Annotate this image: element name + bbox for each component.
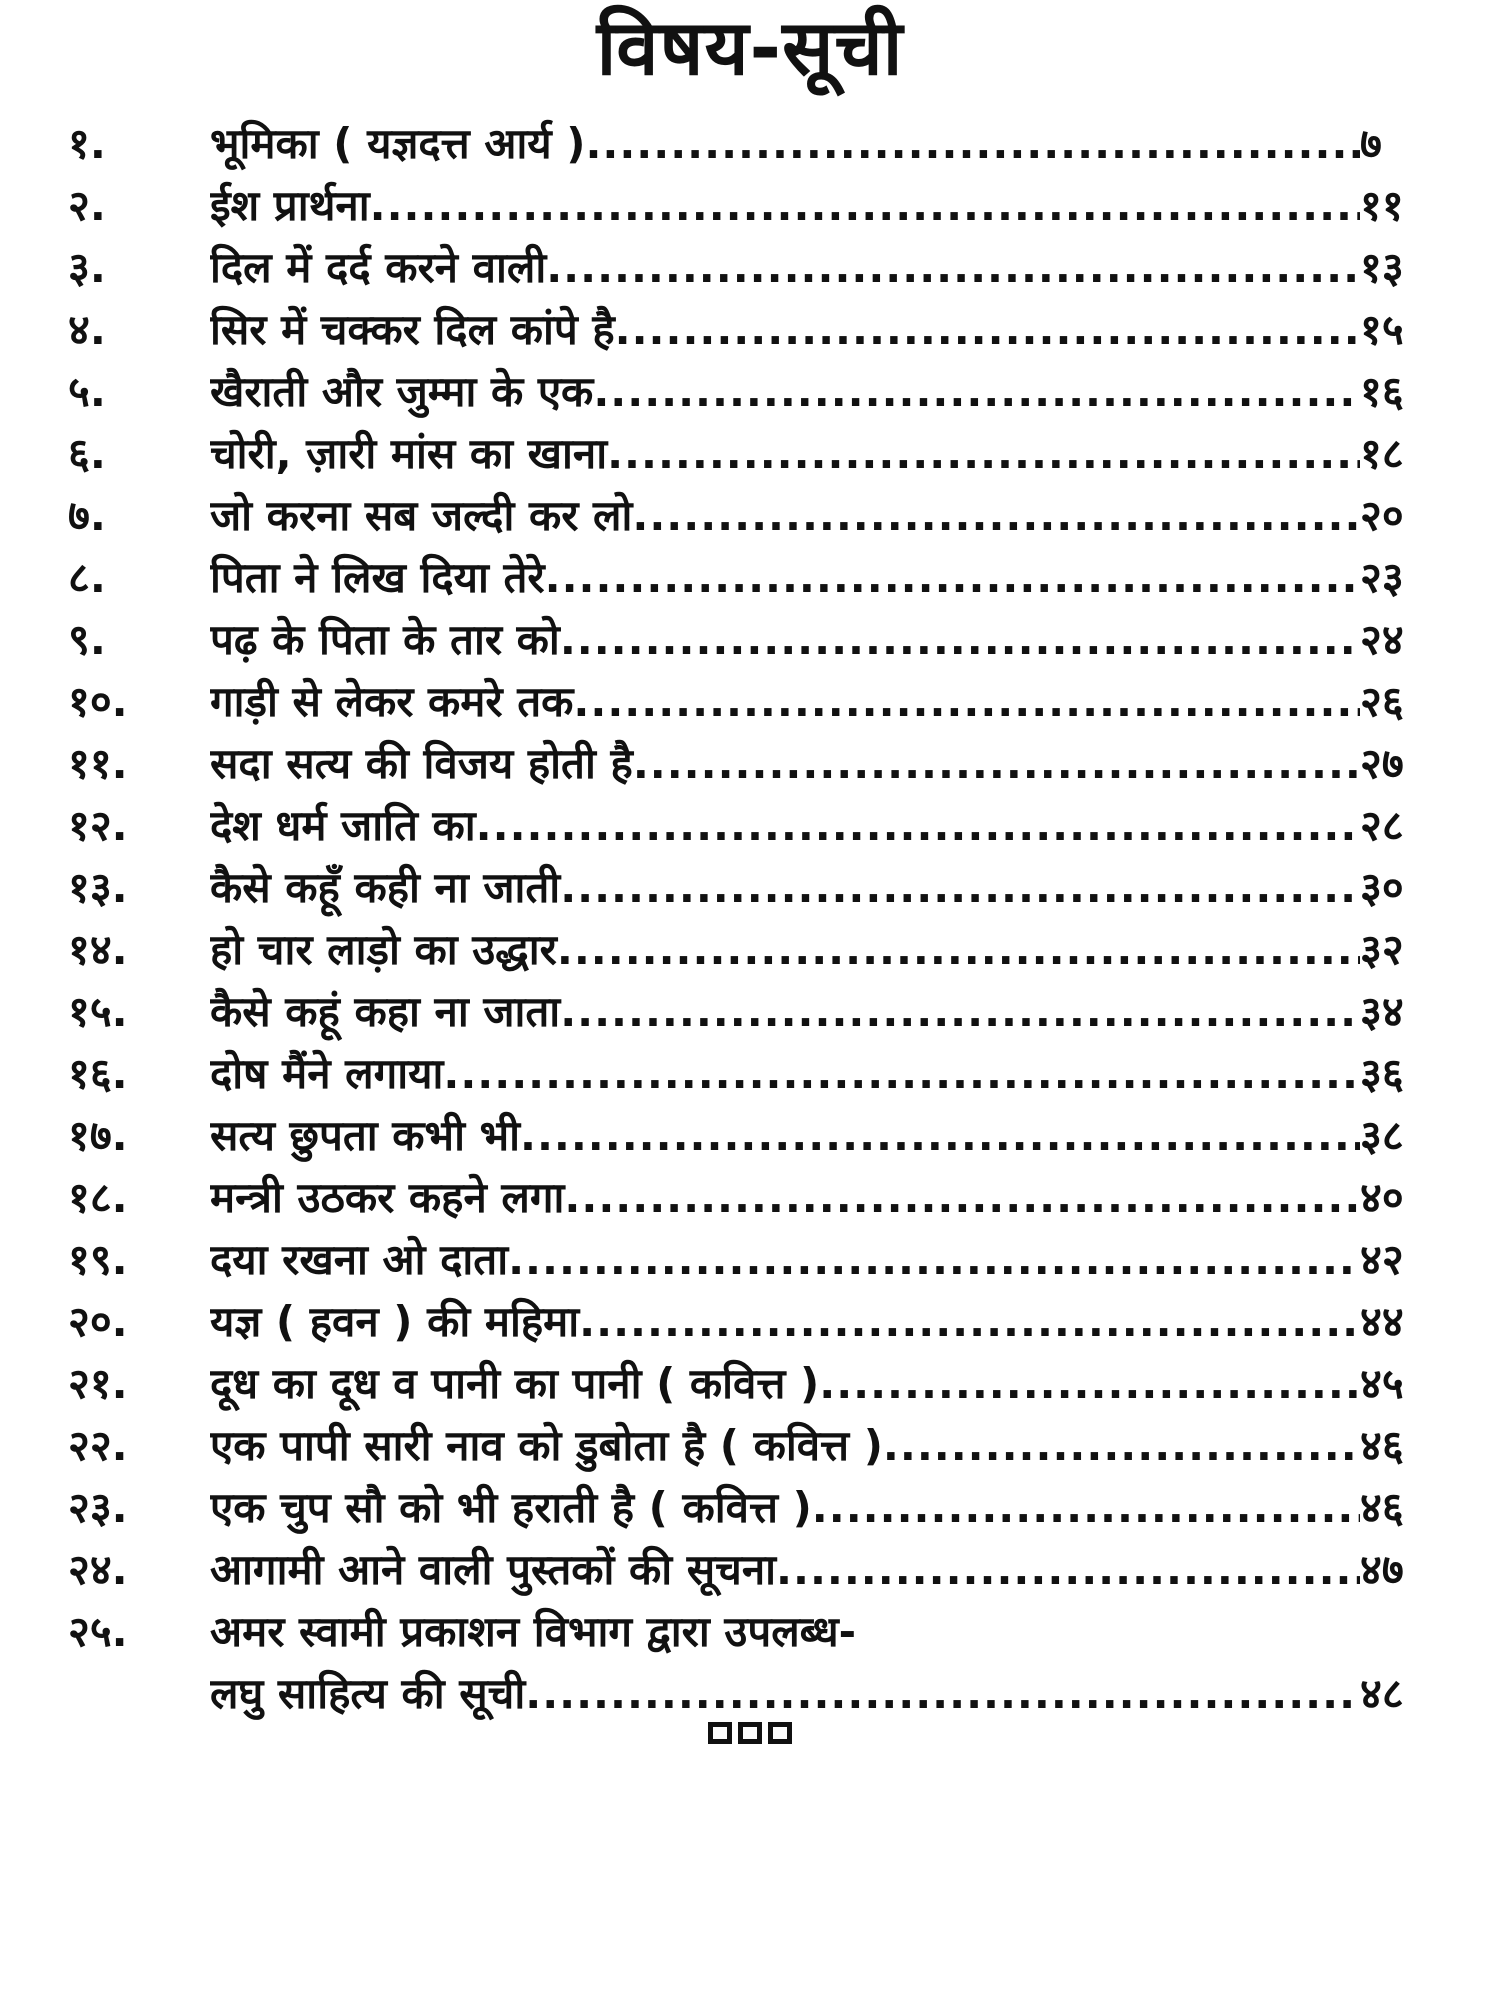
toc-entry-number: १६. [68, 1049, 128, 1098]
toc-entry-title: सत्य छुपता कभी भी [210, 1111, 520, 1160]
toc-entry-title-line-1: अमर स्वामी प्रकाशन विभाग द्वारा उपलब्ध- [210, 1607, 857, 1656]
toc-entry-leader [210, 423, 1360, 485]
toc-entry [0, 1415, 1500, 1477]
toc-entry [0, 175, 1500, 237]
toc-entry [0, 733, 1500, 795]
toc-entry-title: कैसे कहूं कहा ना जाता [210, 987, 561, 1036]
toc-entry-title: चोरी, ज़ारी मांस का खाना [210, 429, 608, 478]
toc-entry-title: यज्ञ ( हवन ) की महिमा [210, 1297, 580, 1346]
toc-entry [0, 1353, 1500, 1415]
toc-entry-title: दोष मैंने लगाया [210, 1049, 444, 1098]
toc-entry-title: पिता ने लिख दिया तेरे [210, 553, 545, 602]
toc-entry-page: ४७ [1360, 1545, 1404, 1594]
toc-entry-number: २०. [68, 1297, 128, 1346]
toc-entry [0, 609, 1500, 671]
toc-entry-page: ४८ [1360, 1669, 1404, 1718]
toc-entry-leader [210, 1229, 1360, 1291]
toc-entry-leader [210, 981, 1360, 1043]
toc-entry-number: १४. [68, 925, 128, 974]
toc-entry-page: १३ [1360, 243, 1404, 292]
dot-leader [443, 1043, 1360, 1105]
toc-entry [0, 1229, 1500, 1291]
dot-leader [520, 1105, 1360, 1167]
toc-entry [0, 795, 1500, 857]
toc-entry-number: १७. [68, 1111, 128, 1160]
toc-entry-leader [210, 299, 1360, 361]
square-icon [708, 1722, 732, 1744]
toc-entry-title: सदा सत्य की विजय होती है [210, 739, 633, 788]
toc-entry-leader [210, 919, 1360, 981]
toc-entry-number: ६. [68, 429, 106, 478]
dot-leader [615, 299, 1360, 361]
dot-leader [819, 1353, 1360, 1415]
toc-entry-leader [210, 1291, 1360, 1353]
toc-entry-title: ईश प्रार्थना [210, 181, 370, 230]
toc-entry-title: दया रखना ओ दाता [210, 1235, 509, 1284]
dot-leader [370, 175, 1360, 237]
toc-entry [0, 547, 1500, 609]
toc-entry-title: कैसे कहूँ कही ना जाती [210, 863, 561, 912]
toc-entry [0, 485, 1500, 547]
dot-leader [776, 1539, 1360, 1601]
toc-entry [0, 857, 1500, 919]
toc-entry-leader [210, 237, 1360, 299]
toc-entry-number: १८. [68, 1173, 128, 1222]
toc-entry-page: १६ [1360, 367, 1404, 416]
toc-entry-leader [210, 547, 1360, 609]
toc-entry-page: ३८ [1360, 1111, 1404, 1160]
toc-entry-page: २८ [1360, 801, 1404, 850]
toc-entry-title: गाड़ी से लेकर कमरे तक [210, 677, 574, 726]
toc-entry-page: १८ [1360, 429, 1404, 478]
dot-leader [508, 1229, 1360, 1291]
toc-entry-number: ५. [68, 367, 106, 416]
dot-leader [585, 113, 1360, 175]
dot-leader [579, 1291, 1360, 1353]
toc-entry [0, 361, 1500, 423]
dot-leader [812, 1477, 1360, 1539]
toc-entry-number: ११. [68, 739, 128, 788]
toc-entry-number: २५. [68, 1607, 128, 1656]
dot-leader [573, 671, 1360, 733]
toc-entry [0, 981, 1500, 1043]
toc-entry-leader [210, 1415, 1360, 1477]
toc-entry-number: २१. [68, 1359, 128, 1408]
toc-entry [0, 1105, 1500, 1167]
toc-entry-number: ४. [68, 305, 106, 354]
toc-entry-number: २२. [68, 1421, 128, 1470]
dot-leader [545, 547, 1360, 609]
toc-entry-leader [210, 671, 1360, 733]
toc-entry-page: ४२ [1360, 1235, 1404, 1284]
toc-entry-25-line-1 [0, 1601, 1500, 1663]
toc-entry-number: ८. [68, 553, 106, 602]
dot-leader [560, 609, 1360, 671]
square-icon [768, 1722, 792, 1744]
toc-entry-title: भूमिका ( यज्ञदत्त आर्य ) [210, 119, 586, 168]
toc-entry-title: खैराती और जुम्मा के एक [210, 367, 594, 416]
dot-leader [560, 981, 1360, 1043]
toc-entry [0, 1043, 1500, 1105]
toc-entry-title: सिर में चक्कर दिल कांपे है [210, 305, 615, 354]
toc-entry-number: ९. [68, 615, 106, 664]
toc-entry [0, 1167, 1500, 1229]
dot-leader [476, 795, 1360, 857]
toc-entry-leader [210, 1167, 1360, 1229]
toc-entry-leader [210, 175, 1360, 237]
toc-entry-title: आगामी आने वाली पुस्तकों की सूचना [210, 1545, 777, 1594]
toc-entry-title: हो चार लाड़ो का उद्धार [210, 925, 557, 974]
toc-entry-page: २० [1360, 491, 1404, 540]
toc-entry-title: पढ़ के पिता के तार को [210, 615, 560, 664]
toc-entry-page: ४० [1360, 1173, 1404, 1222]
toc-entry-number: १०. [68, 677, 128, 726]
toc-entry-number: २४. [68, 1545, 128, 1594]
toc-entry-title-line-2: लघु साहित्य की सूची [210, 1669, 526, 1718]
dot-leader [883, 1415, 1360, 1477]
toc-entry [0, 299, 1500, 361]
toc-entry-number: १५. [68, 987, 128, 1036]
toc-entry [0, 1291, 1500, 1353]
toc-entry-leader [210, 857, 1360, 919]
dot-leader [593, 361, 1360, 423]
toc-entry-title: देश धर्म जाति का [210, 801, 476, 850]
toc-entry-number: ३. [68, 243, 106, 292]
toc-entry-page: १५ [1360, 305, 1404, 354]
dot-leader [525, 1663, 1360, 1725]
dot-leader [607, 423, 1360, 485]
toc-entry-number: १९. [68, 1235, 128, 1284]
toc-entry-page: २७ [1360, 739, 1404, 788]
toc-entry-page: ३६ [1360, 1049, 1404, 1098]
end-marker [0, 1722, 1500, 1744]
toc-entry-leader [210, 113, 1360, 175]
toc-entry-page: २६ [1360, 677, 1404, 726]
toc-entry-title: जो करना सब जल्दी कर लो [210, 491, 633, 540]
toc-entry [0, 1539, 1500, 1601]
toc-entry-25-line-2 [0, 1663, 1500, 1725]
dot-leader [564, 1167, 1360, 1229]
toc-entry-page: ४६ [1360, 1421, 1404, 1470]
toc-entry-leader [210, 1043, 1360, 1105]
toc-entry-page: ३२ [1360, 925, 1404, 974]
toc-entry-leader [210, 1105, 1360, 1167]
toc-entry-page: २३ [1360, 553, 1404, 602]
toc-entry-title: मन्त्री उठकर कहने लगा [210, 1173, 565, 1222]
toc-entry-leader [210, 361, 1360, 423]
toc-entry [0, 113, 1500, 175]
dot-leader [557, 919, 1360, 981]
toc-entry-leader [210, 795, 1360, 857]
dot-leader [633, 733, 1360, 795]
toc-entry-leader [210, 609, 1360, 671]
page-title: विषय-सूची [596, 3, 904, 92]
toc-entry [0, 237, 1500, 299]
toc-entry-number: १. [68, 119, 106, 168]
square-icon [738, 1722, 762, 1744]
toc-entry [0, 919, 1500, 981]
toc-entry-title: एक पापी सारी नाव को डुबोता है ( कवित्त ) [210, 1421, 883, 1470]
toc-entry-leader [210, 1663, 1360, 1725]
toc-entry [0, 671, 1500, 733]
toc-entry-leader [210, 1477, 1360, 1539]
toc-entry [0, 1477, 1500, 1539]
toc-entry-number: ७. [68, 491, 106, 540]
toc-entry-title: दिल में दर्द करने वाली [210, 243, 547, 292]
toc-entry-page: ३४ [1360, 987, 1404, 1036]
toc-entry-number: १२. [68, 801, 128, 850]
toc-entry-number: २३. [68, 1483, 128, 1532]
toc-entry-page: ७ [1360, 119, 1382, 168]
toc-entry [0, 423, 1500, 485]
dot-leader [632, 485, 1360, 547]
table-of-contents [0, 113, 1500, 1725]
toc-entry-leader [210, 733, 1360, 795]
toc-entry-page: ४५ [1360, 1359, 1404, 1408]
toc-entry-page: ४६ [1360, 1483, 1404, 1532]
toc-entry-leader [210, 1353, 1360, 1415]
toc-entry-leader [210, 1539, 1360, 1601]
toc-entry-page: २४ [1360, 615, 1404, 664]
toc-entry-page: ११ [1360, 181, 1404, 230]
toc-entry-page: ३० [1360, 863, 1404, 912]
toc-entry-number: १३. [68, 863, 128, 912]
toc-entry-page: ४४ [1360, 1297, 1404, 1346]
toc-entry-number: २. [68, 181, 106, 230]
dot-leader [546, 237, 1360, 299]
toc-entry-title: दूध का दूध व पानी का पानी ( कवित्त ) [210, 1359, 820, 1408]
toc-entry-leader [210, 485, 1360, 547]
toc-entry-title: एक चुप सौ को भी हराती है ( कवित्त ) [210, 1483, 812, 1532]
dot-leader [560, 857, 1360, 919]
